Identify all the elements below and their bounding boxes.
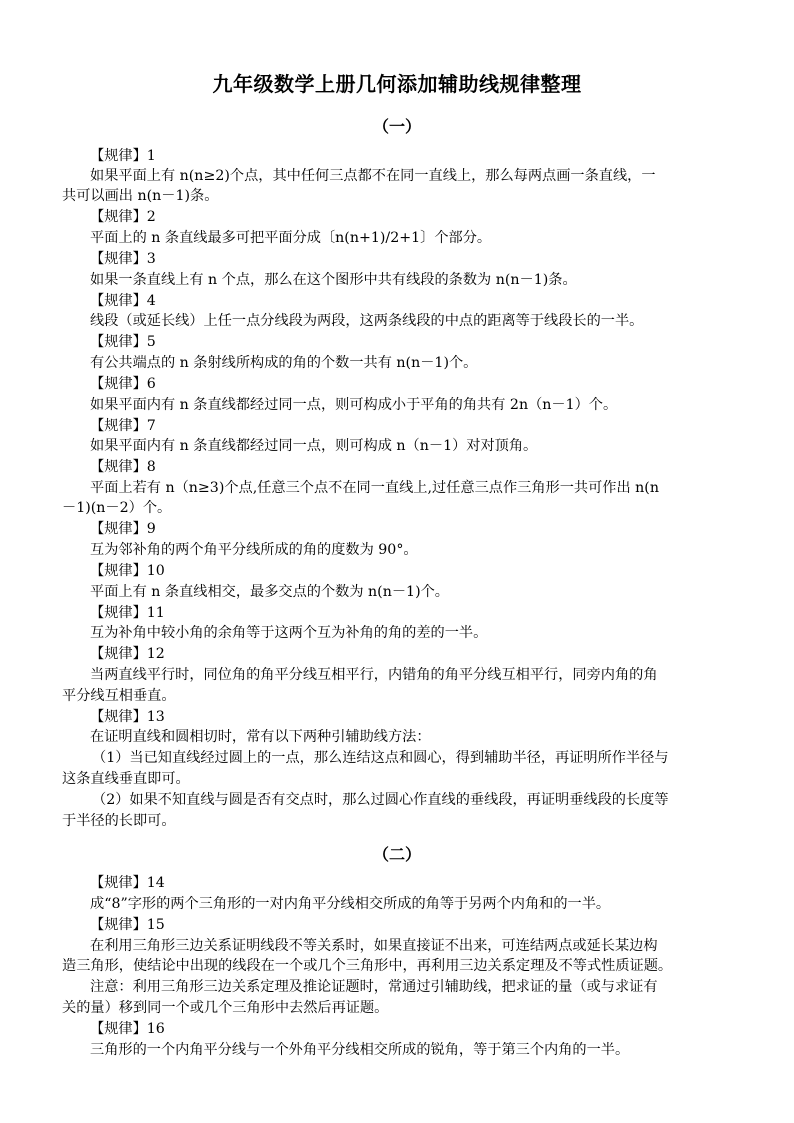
rule-heading-6: 【规律】6 xyxy=(90,376,156,392)
rule-text: 在证明直线和圆相切时，常有以下两种引辅助线方法： xyxy=(90,729,431,745)
rule-heading-9: 【规律】9 xyxy=(90,521,156,537)
rule-text: 注意：利用三角形三边关系定理及推论证题时，常通过引辅助线，把求证的量（或与求证有 xyxy=(90,979,658,995)
rule-text: 于半径的长即可。 xyxy=(62,813,176,829)
page-title: 九年级数学上册几何添加辅助线规律整理 xyxy=(212,72,582,96)
rule-text: 这条直线垂直即可。 xyxy=(62,771,190,787)
rule-text: （1）当已知直线经过圆上的一点，那么连结这点和圆心，得到辅助半径，再证明所作半径与 xyxy=(92,750,669,766)
rule-heading-8: 【规律】8 xyxy=(90,459,156,475)
rule-text: 当两直线平行时，同位角的角平分线互相平行，内错角的角平分线互相平行，同旁内角的角 xyxy=(90,667,658,683)
section-heading-2: （二） xyxy=(372,845,421,864)
rule-heading-4: 【规律】4 xyxy=(90,293,156,309)
rule-text: 有公共端点的 n 条射线所构成的角的个数一共有 n(n－1)个。 xyxy=(90,355,478,371)
rule-text: 线段（或延长线）上任一点分线段为两段，这两条线段的中点的距离等于线段长的一半。 xyxy=(90,313,644,329)
rule-text: 平面上的 n 条直线最多可把平面分成〔n(n+1)/2+1〕个部分。 xyxy=(90,230,492,246)
rule-text: 平面上有 n 条直线相交，最多交点的个数为 n(n－1)个。 xyxy=(90,584,449,600)
rule-heading-15: 【规律】15 xyxy=(90,917,165,933)
rule-text: 如果平面上有 n(n≥2)个点，其中任何三点都不在同一直线上，那么每两点画一条直线，一 xyxy=(90,168,656,184)
rule-text: 共可以画出 n(n－1)条。 xyxy=(62,188,219,204)
rule-text: 关的量）移到同一个或几个三角形中去然后再证题。 xyxy=(62,1000,389,1016)
rule-heading-14: 【规律】14 xyxy=(90,875,165,891)
rule-text: 互为补角中较小角的余角等于这两个互为补角的角的差的一半。 xyxy=(90,625,488,641)
rule-heading-2: 【规律】2 xyxy=(90,209,156,225)
rule-heading-10: 【规律】10 xyxy=(90,563,165,579)
rule-heading-1: 【规律】1 xyxy=(90,148,156,164)
rule-text: 如果平面内有 n 条直线都经过同一点，则可构成小于平角的角共有 2n（n－1）个。 xyxy=(90,397,618,413)
rule-heading-12: 【规律】12 xyxy=(90,646,165,662)
section-heading-1: （一） xyxy=(372,117,421,136)
rule-heading-7: 【规律】7 xyxy=(90,418,156,434)
rule-heading-5: 【规律】5 xyxy=(90,334,156,350)
rule-text: 平面上若有 n（n≥3)个点,任意三个点不在同一直线上,过任意三点作三角形一共可作出 n(n xyxy=(90,480,659,496)
rule-text: （2）如果不知直线与圆是否有交点时，那么过圆心作直线的垂线段，再证明垂线段的长度等 xyxy=(92,792,669,808)
rule-heading-13: 【规律】13 xyxy=(90,709,165,725)
rule-text: 如果平面内有 n 条直线都经过同一点，则可构成 n（n－1）对对顶角。 xyxy=(90,438,538,454)
rule-text: 三角形的一个内角平分线与一个外角平分线相交所成的锐角，等于第三个内角的一半。 xyxy=(90,1042,630,1058)
rule-heading-3: 【规律】3 xyxy=(90,251,156,267)
rule-heading-16: 【规律】16 xyxy=(90,1021,165,1037)
rule-text: 互为邻补角的两个角平分线所成的角的度数为 90°。 xyxy=(90,542,418,558)
rule-text: 成“8”字形的两个三角形的一对内角平分线相交所成的角等于另两个内角和的一半。 xyxy=(90,896,611,912)
rule-heading-11: 【规律】11 xyxy=(90,605,165,621)
rule-text: －1)(n－2）个。 xyxy=(62,500,172,516)
rule-text: 如果一条直线上有 n 个点，那么在这个图形中共有线段的条数为 n(n－1)条。 xyxy=(90,272,577,288)
rule-text: 在利用三角形三边关系证明线段不等关系时，如果直接证不出来，可连结两点或延长某边构 xyxy=(90,938,658,954)
rule-text: 造三角形，使结论中出现的线段在一个或几个三角形中，再利用三边关系定理及不等式性质证题。 xyxy=(62,958,673,974)
rule-text: 平分线互相垂直。 xyxy=(62,688,176,704)
